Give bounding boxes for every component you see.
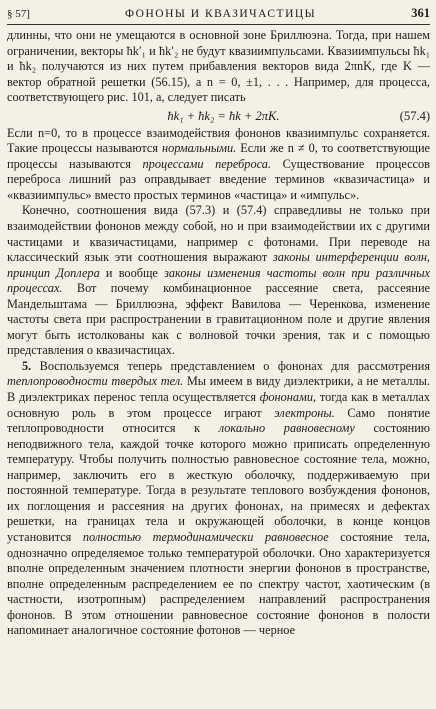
equation-number: (57.4) (399, 108, 430, 123)
header-rule (7, 24, 430, 25)
emphasis-phonons: фононами, (259, 390, 317, 405)
emphasis-full-equilibrium: полностью термодинамически равновесное (82, 529, 329, 544)
paragraph-1: длинны, что они не умещаются в основной зоне Бриллюэна. Тогда, при нашем ограничении, векторы ħk′₁ и ħk′₂ не будут квазиимпульсами. Квазиимпульсы ħk₁ и ħk₂ получаются из них путем прибавления векторов вида 2πnK, где K — вектор обратной решетки (56.15), а n = 0, ±1, . . . Например, для процесса, соответствующего рис. 101, a, следует писать (7, 28, 430, 105)
emphasis-normal: нормальными. (162, 141, 237, 156)
item-number: 5. (22, 358, 32, 373)
equation-57-4 (7, 106, 430, 126)
emphasis-heat-conduction: теплопроводности твердых тел. (7, 374, 184, 389)
paragraph-4: 5. Воспользуемся теперь представлением о фононах для рассмотрения теплопроводности твердых тел. Мы имеем в виду диэлектрики, а не металлы. В диэлектриках перенос тепла осуществляется фононами, тогда как в металлах основную роль в этом процессе играют электроны. Само понятие теплопроводности относится к локально равновесному состоянию неподвижного тела, каждой точке которого можно приписать определенную температуру. Чтобы получить полностью равновесное состояние тела, можно, например, заключить его в жесткую оболочку, поддерживаемую при постоянной температуре. Тогда в результате теплового возбуждения фононов, их поглощения и рассеяния на других фононах, на примесях и дефектах решетки, на границах тела и окружающей оболочки, в конце концов установится полностью термодинамически равновесное состояние тела, однозначно определяемое только температурой оболочки. Оно характеризуется вполне определенным значением плотности энергии фононов в пространстве, вполне определенным распределением ее по спектру частот, хаотическим (в частности, изотропным) распределением направлений распространения фононов. В этом отношении равновесное состояние фононов в полости напоминает аналогичное состояние фотонов — черное (7, 358, 430, 638)
running-header (7, 6, 430, 22)
page-number: 361 (411, 6, 430, 20)
section-ref: § 57] (7, 8, 30, 20)
paragraph-3: Конечно, соотношения вида (57.3) и (57.4) справедливы не только при взаимодействии фононов между собой, но и при взаимодействии их с другими частицами и квазичастицами, например с фотонами. При переводе на классический язык эти соотношения выражают законы интерференции волн, принцип Доплера и вообще законы изменения частоты волн при различных процессах. Вот почему комбинационное рассеяние света, рассеяние Мандельштама — Бриллюэна, эффект Вавилова — Черенкова, изменение частоты света при распространении в гравитационном поле и другие явления могут быть истолкованы как с волновой точки зрения, так и с помощью представления о квазичастицах. (7, 203, 430, 358)
body-text (7, 28, 430, 639)
paragraph-2: Если n=0, то в процессе взаимодействия фононов квазиимпульс сохраняется. Такие процессы называются нормальными. Если же n ≠ 0, то соответствующие процессы называются процессами переброса. Существование процессов переброса лишний раз оправдывает введение терминов «квазичастица» и «квазиимпульс» вместо простых терминов «частица» и «импульс». (7, 125, 430, 202)
emphasis-electrons: электроны. (274, 405, 335, 420)
emphasis-local-equilibrium: локально равновесному (218, 421, 355, 436)
emphasis-umklapp: процессами переброса. (142, 156, 271, 171)
emphasis-frequency: законы изменения частоты волн при различных процессах. (7, 265, 430, 296)
running-title: ФОНОНЫ И КВАЗИЧАСТИЦЫ (124, 8, 317, 20)
equation-expression: ħk₁ + ħk₂ = ħk + 2πK. (167, 108, 280, 123)
emphasis-interference: законы интерференции волн, принцип Доплера (7, 250, 430, 280)
